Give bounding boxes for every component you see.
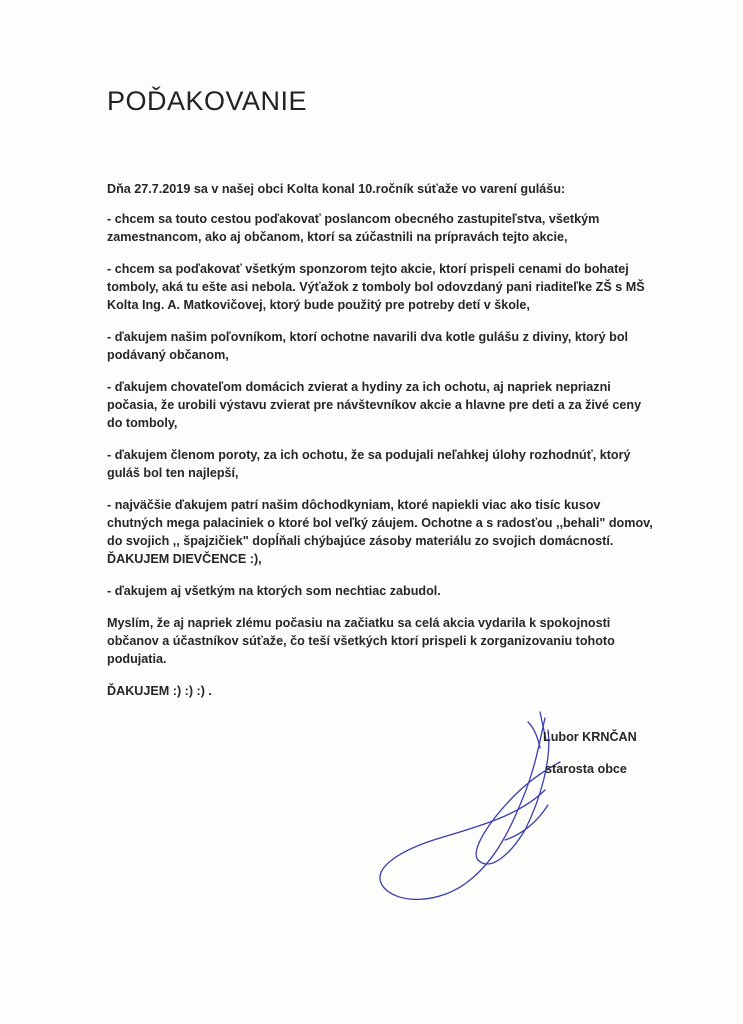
text-line: počasia, že urobili výstavu zvierat pre návštevníkov akcie a hlavne pre deti a za živé ceny	[107, 398, 642, 412]
signatory-role: starosta obce	[545, 762, 627, 776]
text-line: Dňa 27.7.2019 sa v našej obci Kolta konal 10.ročník súťaže vo varení gulášu:	[107, 182, 566, 196]
text-line: Kolta Ing. A. Matkovičovej, ktorý bude použitý pre potreby detí v škole,	[107, 298, 530, 312]
text-line: - ďakujem našim poľovníkom, ktorí ochotne navarili dva kotle gulášu z diviny, ktorý bol	[107, 330, 629, 344]
text-line: Myslím, že aj napriek zlému počasiu na začiatku sa celá akcia vydarila k spokojnosti	[107, 616, 611, 630]
text-line: - chcem sa poďakovať všetkým sponzorom tejto akcie, ktorí prispeli cenami do bohatej	[107, 262, 629, 276]
text-line: ĎAKUJEM DIEVČENCE :),	[107, 552, 262, 566]
text-line: podujatia.	[107, 652, 167, 666]
text-line: - chcem sa touto cestou poďakovať poslancom obecného zastupiteľstva, všetkým	[107, 212, 600, 226]
text-line: zamestnancom, ako aj občanom, ktorí sa zúčastnili na prípravách tejto akcie,	[107, 230, 568, 244]
text-line: - najväčšie ďakujem patrí našim dôchodkyniam, ktoré napiekli viac ako tisíc kusov	[107, 498, 601, 512]
text-line: tomboly, aká tu ešte asi nebola. Výťažok z tomboly bol odovzdaný pani riaditeľke ZŠ s MŠ	[107, 280, 645, 294]
text-line: ĎAKUJEM :) :) :) .	[107, 684, 212, 698]
document-title: POĎAKOVANIE	[107, 86, 308, 116]
text-line: chutných mega palaciniek o ktoré bol veľký záujem. Ochotne a s radosťou ,,behali" domov,	[107, 516, 653, 530]
signatory-name: Ľubor KRNČAN	[543, 730, 637, 744]
text-line: - ďakujem aj všetkým na ktorých som nechtiac zabudol.	[107, 584, 441, 598]
text-line: - ďakujem chovateľom domácich zvierat a hydiny za ich ochotu, aj napriek nepriazni	[107, 380, 611, 394]
text-line: do svojich ,, špajzičiek" dopĺňali chýbajúce zásoby materiálu zo svojich domácností.	[107, 534, 614, 548]
text-line: občanov a účastníkov súťaže, čo teší všetkých ktorí prispeli k zorganizovaniu tohoto	[107, 634, 615, 648]
text-line: podávaný občanom,	[107, 348, 229, 362]
text-line: - ďakujem členom poroty, za ich ochotu, že sa podujali neľahkej úlohy rozhodnúť, ktorý	[107, 448, 631, 462]
text-line: guláš bol ten najlepší,	[107, 466, 239, 480]
text-line: do tomboly,	[107, 416, 178, 430]
